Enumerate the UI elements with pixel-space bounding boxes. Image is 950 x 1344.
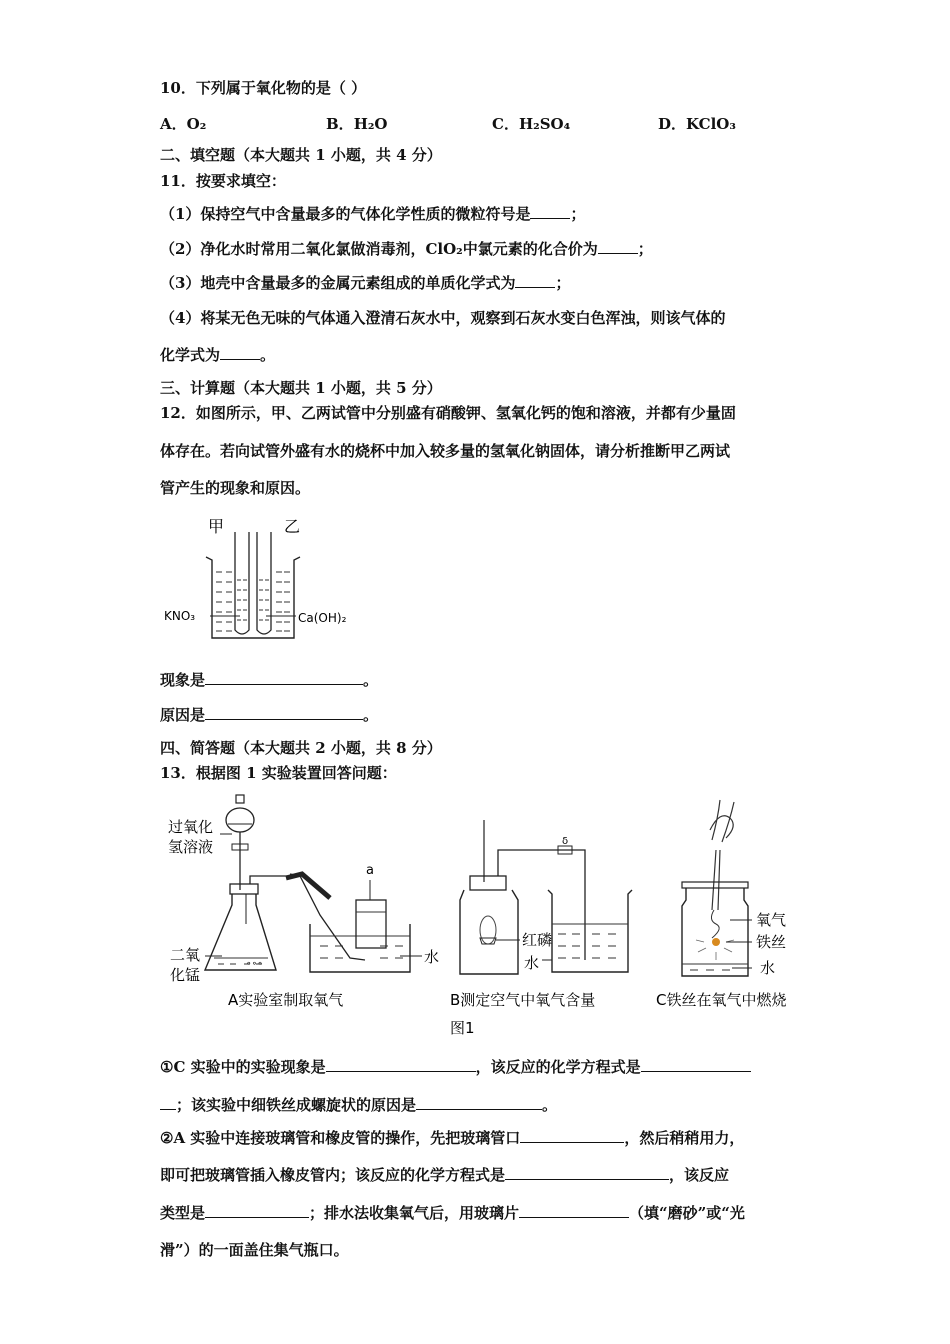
answer-blank[interactable]	[530, 204, 570, 219]
section-3-title: 三、计算题（本大题共 1 小题，共 5 分）	[160, 379, 442, 397]
label-red-phosphorus: 红磷	[522, 931, 553, 949]
q13-figure-1	[160, 790, 820, 1045]
answer-blank[interactable]	[205, 705, 363, 720]
label-mno2-line1: 二氧	[170, 946, 201, 964]
q10-option-a	[160, 113, 206, 134]
a1-text: ②A 实验中连接玻璃管和橡皮管的操作，先把玻璃管口	[160, 1129, 521, 1147]
apparatus-a	[168, 795, 439, 1009]
answer-blank[interactable]	[520, 1128, 624, 1143]
q12-line-1: 12．如图所示，甲、乙两试管中分别盛有硝酸钾、氢氧化钙的饱和溶液，并都有少量固	[160, 404, 736, 422]
tongs-and-wire	[696, 800, 734, 960]
q10-option-c	[492, 113, 570, 134]
q12-reason	[160, 705, 378, 725]
label-kno3: KNO₃	[164, 609, 196, 623]
q13-stem: 13．根据图 1 实验装置回答问题：	[160, 764, 397, 782]
collecting-bottle	[460, 876, 518, 974]
q12-line-3: 管产生的现象和原因。	[160, 479, 311, 497]
option-text: H₂SO₄	[518, 115, 571, 133]
answer-blank[interactable]	[205, 1203, 309, 1218]
answer-blank[interactable]	[160, 1095, 176, 1110]
gas-jar	[682, 882, 748, 976]
beaker-b	[548, 890, 632, 972]
label-caoh2: Ca(OH)₂	[298, 611, 347, 625]
phenomenon-label: 现象是	[160, 671, 206, 689]
answer-blank[interactable]	[416, 1095, 542, 1110]
test-tube-yi	[257, 532, 271, 634]
q11-part-4-cont	[160, 345, 275, 365]
delivery-tube	[250, 874, 365, 960]
label-jia: 甲	[208, 517, 225, 536]
q10-option-b	[326, 113, 388, 134]
label-a: a	[366, 863, 374, 878]
label-water-a: 水	[424, 948, 440, 966]
answer-blank[interactable]	[326, 1057, 476, 1072]
reason-label: 原因是	[160, 706, 206, 724]
svg-text:δ: δ	[562, 836, 569, 847]
test-tube-jia	[235, 532, 249, 634]
q13-a-line-2	[160, 1165, 729, 1185]
q13-c-line-2	[160, 1095, 557, 1115]
svg-text:∘∘∘: ∘∘∘	[246, 959, 263, 969]
caption-b: B测定空气中氧气含量	[450, 991, 596, 1009]
c1-text: ①C 实验中的实验现象是	[160, 1058, 326, 1076]
label-yi: 乙	[284, 517, 301, 536]
caption-a: A实验室制取氧气	[228, 991, 344, 1009]
q13-c-line-1	[160, 1057, 751, 1077]
period: 。	[363, 671, 379, 689]
option-letter: B．	[326, 115, 354, 133]
semicolon: ；	[637, 240, 653, 258]
q11-p2-text: （2）净化水时常用二氧化氯做消毒剂，ClO₂中氯元素的化合价为	[160, 240, 598, 258]
c1-text-b: ，该反应的化学方程式是	[475, 1058, 641, 1076]
q11-part-1	[160, 204, 585, 224]
a2-text: 即可把玻璃管插入橡皮管内；该反应的化学方程式是	[160, 1166, 506, 1184]
q13-a-line-1	[160, 1128, 744, 1148]
q12-phenomenon	[160, 670, 378, 690]
label-iron-wire: 铁丝	[756, 933, 787, 951]
a3-text-c: （填“磨砂”或“光	[629, 1204, 745, 1222]
a3-text-b: ；排水法收集氧气后，用玻璃片	[309, 1204, 520, 1222]
label-oxygen: 氧气	[756, 911, 787, 929]
label-h2o2-line2: 氢溶液	[168, 838, 214, 856]
q10-option-d	[658, 113, 736, 134]
period: 。	[542, 1096, 558, 1114]
apparatus-c	[656, 800, 786, 1009]
option-text: H₂O	[353, 115, 388, 133]
label-mno2-line2: 化锰	[170, 966, 201, 984]
answer-blank[interactable]	[205, 670, 363, 685]
q10-stem: 10．下列属于氧化物的是（ ）	[160, 79, 367, 97]
q11-stem: 11．按要求填空：	[160, 172, 286, 190]
answer-blank[interactable]	[505, 1165, 669, 1180]
q13-a-line-3	[160, 1203, 745, 1223]
caption-c: C铁丝在氧气中燃烧	[656, 991, 787, 1009]
option-text: KClO₃	[686, 115, 736, 133]
option-letter: C．	[492, 115, 519, 133]
a3-text: 类型是	[160, 1204, 206, 1222]
option-letter: D．	[658, 115, 687, 133]
section-4-title: 四、简答题（本大题共 2 小题，共 8 分）	[160, 739, 442, 757]
conical-flask	[205, 884, 276, 970]
section-2-title: 二、填空题（本大题共 1 小题，共 4 分）	[160, 146, 442, 164]
apparatus-b	[450, 820, 632, 1009]
q11-part-2	[160, 239, 653, 259]
semicolon: ；	[570, 205, 586, 223]
q12-line-2: 体存在。若向试管外盛有水的烧杯中加入较多量的氢氧化钠固体，请分析推断甲乙两试	[160, 442, 731, 460]
option-letter: A．	[160, 115, 187, 133]
answer-blank[interactable]	[519, 1203, 629, 1218]
label-water-c: 水	[760, 959, 776, 977]
answer-blank[interactable]	[641, 1057, 751, 1072]
q11-part-4: （4）将某无色无味的气体通入澄清石灰水中，观察到石灰水变白色浑浊，则该气体的	[160, 309, 726, 327]
beaker	[206, 557, 300, 638]
c2-text: ；该实验中细铁丝成螺旋状的原因是	[176, 1096, 417, 1114]
q11-p1-text: （1）保持空气中含量最多的气体化学性质的微粒符号是	[160, 205, 531, 223]
label-water-b: 水	[524, 954, 540, 972]
q13-a-line-4: 滑”）的一面盖住集气瓶口。	[160, 1241, 349, 1259]
q11-part-3	[160, 273, 570, 293]
answer-blank[interactable]	[220, 345, 260, 360]
answer-blank[interactable]	[515, 273, 555, 288]
period: 。	[363, 706, 379, 724]
q11-p3-text: （3）地壳中含量最多的金属元素组成的单质化学式为	[160, 274, 516, 292]
option-text: O₂	[186, 115, 207, 133]
semicolon: ；	[555, 274, 571, 292]
q11-p4b-text: 化学式为	[160, 346, 221, 364]
a1-text-b: ，然后稍稍用力，	[624, 1129, 745, 1147]
q12-test-tube-figure	[160, 512, 370, 647]
label-h2o2-line1: 过氧化	[168, 818, 214, 836]
answer-blank[interactable]	[598, 239, 638, 254]
a2-text-b: ，该反应	[669, 1166, 730, 1184]
period: 。	[260, 346, 276, 364]
figure-1-caption: 图1	[450, 1019, 475, 1037]
